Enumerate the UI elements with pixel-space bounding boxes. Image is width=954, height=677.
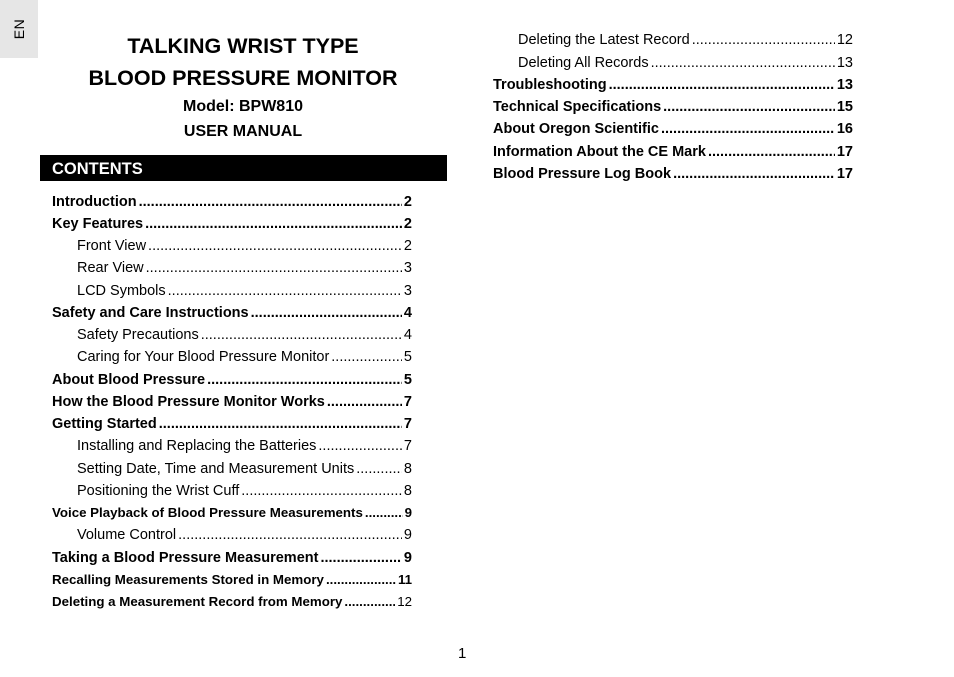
- toc-leader-dots: [137, 195, 402, 210]
- toc-entry-title: LCD Symbols: [77, 283, 166, 299]
- toc-entry[interactable]: [77, 462, 412, 477]
- toc-entry-title: Information About the CE Mark: [493, 144, 706, 160]
- toc-entry-title: Getting Started: [52, 416, 157, 432]
- toc-entry-page: 2: [403, 238, 412, 254]
- toc-entry[interactable]: [52, 595, 412, 608]
- toc-entry-title: Voice Playback of Blood Pressure Measurements: [52, 505, 363, 520]
- toc-entry-title: How the Blood Pressure Monitor Works: [52, 394, 325, 410]
- page-number: 1: [458, 645, 467, 662]
- toc-leader-dots: [318, 551, 401, 566]
- toc-leader-dots: [671, 167, 835, 182]
- toc-entry[interactable]: [77, 350, 412, 365]
- toc-entry[interactable]: [52, 506, 412, 519]
- toc-leader-dots: [329, 350, 402, 365]
- language-tab-label: EN: [11, 18, 27, 40]
- toc-entry[interactable]: [77, 484, 412, 499]
- contents-heading: CONTENTS: [52, 160, 143, 178]
- toc-entry-title: Introduction: [52, 194, 137, 210]
- toc-entry[interactable]: [77, 528, 412, 543]
- toc-leader-dots: [146, 239, 402, 254]
- toc-entry[interactable]: [52, 551, 412, 566]
- toc-leader-dots: [157, 417, 402, 432]
- toc-entry-page: 8: [403, 461, 412, 477]
- toc-entry-page: 3: [403, 260, 412, 276]
- toc-entry-title: Positioning the Wrist Cuff: [77, 483, 240, 499]
- toc-leader-dots: [607, 78, 835, 93]
- toc-entry-page: 9: [403, 527, 412, 543]
- toc-entry-title: Rear View: [77, 260, 144, 276]
- toc-entry[interactable]: [493, 78, 853, 93]
- toc-entry[interactable]: [77, 439, 412, 454]
- toc-entry[interactable]: [493, 167, 853, 182]
- toc-leader-dots: [706, 145, 835, 160]
- toc-leader-dots: [144, 261, 402, 276]
- toc-leader-dots: [325, 395, 402, 410]
- toc-leader-dots: [205, 373, 402, 388]
- toc-entry[interactable]: [52, 306, 412, 321]
- document-title-line1: TALKING WRIST TYPE: [127, 34, 359, 58]
- toc-entry-title: Technical Specifications: [493, 99, 662, 115]
- language-tab: [0, 0, 38, 58]
- toc-leader-dots: [199, 328, 402, 343]
- toc-entry-title: Safety Precautions: [77, 327, 199, 343]
- toc-entry-title: Key Features: [52, 216, 144, 232]
- toc-entry-page: 7: [403, 416, 412, 432]
- toc-entry-page: 7: [403, 394, 412, 410]
- toc-leader-dots: [249, 306, 402, 321]
- toc-entry-page: 15: [836, 99, 853, 115]
- toc-entry-title: Taking a Blood Pressure Measurement: [52, 550, 319, 566]
- model-label: Model: BPW810: [182, 98, 303, 115]
- toc-entry-page: 9: [403, 550, 412, 566]
- toc-entry-title: Safety and Care Instructions: [52, 305, 249, 321]
- toc-entry[interactable]: [493, 122, 853, 137]
- toc-entry-page: 12: [397, 594, 412, 609]
- toc-entry-page: 2: [403, 194, 412, 210]
- toc-entry-page: 12: [836, 32, 853, 48]
- toc-entry[interactable]: [77, 239, 412, 254]
- toc-entry[interactable]: [518, 33, 853, 48]
- toc-leader-dots: [239, 484, 402, 499]
- toc-entry-title: Front View: [77, 238, 147, 254]
- toc-entry-title: About Blood Pressure: [52, 372, 206, 388]
- toc-entry-page: 13: [836, 77, 853, 93]
- toc-leader-dots: [316, 439, 402, 454]
- toc-entry-title: Deleting All Records: [518, 55, 649, 71]
- toc-entry-page: 5: [403, 372, 412, 388]
- toc-entry-title: Volume Control: [77, 527, 177, 543]
- toc-entry-page: 7: [403, 438, 412, 454]
- toc-leader-dots: [324, 573, 396, 586]
- user-manual-label: USER MANUAL: [183, 123, 303, 140]
- toc-entry-title: Recalling Measurements Stored in Memory: [52, 572, 324, 587]
- toc-entry-page: 11: [397, 572, 412, 587]
- toc-entry-page: 5: [403, 349, 412, 365]
- toc-entry[interactable]: [77, 261, 412, 276]
- toc-entry-page: 13: [836, 55, 853, 71]
- toc-leader-dots: [659, 122, 835, 137]
- toc-leader-dots: [143, 217, 402, 232]
- toc-leader-dots: [661, 100, 835, 115]
- toc-entry-page: 17: [836, 166, 853, 182]
- toc-entry-page: 4: [403, 327, 412, 343]
- toc-entry-page: 2: [403, 216, 412, 232]
- toc-entry-page: 3: [403, 283, 412, 299]
- toc-entry-page: 16: [836, 121, 853, 137]
- toc-entry[interactable]: [52, 417, 412, 432]
- contents-heading-bar: [40, 155, 447, 181]
- toc-entry[interactable]: [52, 217, 412, 232]
- toc-entry[interactable]: [52, 195, 412, 210]
- toc-entry-title: Installing and Replacing the Batteries: [77, 438, 317, 454]
- toc-entry[interactable]: [52, 373, 412, 388]
- toc-entry-title: Blood Pressure Log Book: [493, 166, 672, 182]
- toc-entry[interactable]: [493, 145, 853, 160]
- toc-entry-title: Troubleshooting: [493, 77, 607, 93]
- toc-entry[interactable]: [52, 395, 412, 410]
- toc-entry-page: 17: [836, 144, 853, 160]
- toc-entry-title: Deleting a Measurement Record from Memory: [52, 594, 343, 609]
- toc-entry-page: 9: [404, 505, 412, 520]
- toc-leader-dots: [342, 595, 395, 608]
- toc-entry-title: Deleting the Latest Record: [518, 32, 690, 48]
- toc-entry[interactable]: [518, 56, 853, 71]
- toc-entry-title: Caring for Your Blood Pressure Monitor: [77, 349, 330, 365]
- toc-leader-dots: [176, 528, 402, 543]
- toc-entry-page: 8: [403, 483, 412, 499]
- document-title-line2: BLOOD PRESSURE MONITOR: [88, 66, 398, 90]
- toc-leader-dots: [690, 33, 835, 48]
- toc-entry-page: 4: [403, 305, 412, 321]
- toc-entry[interactable]: [77, 328, 412, 343]
- toc-entry[interactable]: [52, 573, 412, 586]
- toc-entry-title: About Oregon Scientific: [493, 121, 659, 137]
- toc-leader-dots: [354, 462, 402, 477]
- toc-entry[interactable]: [493, 100, 853, 115]
- toc-leader-dots: [649, 56, 835, 71]
- toc-leader-dots: [363, 506, 403, 519]
- toc-entry[interactable]: [77, 284, 412, 299]
- toc-leader-dots: [166, 284, 402, 299]
- toc-entry-title: Setting Date, Time and Measurement Units: [77, 461, 355, 477]
